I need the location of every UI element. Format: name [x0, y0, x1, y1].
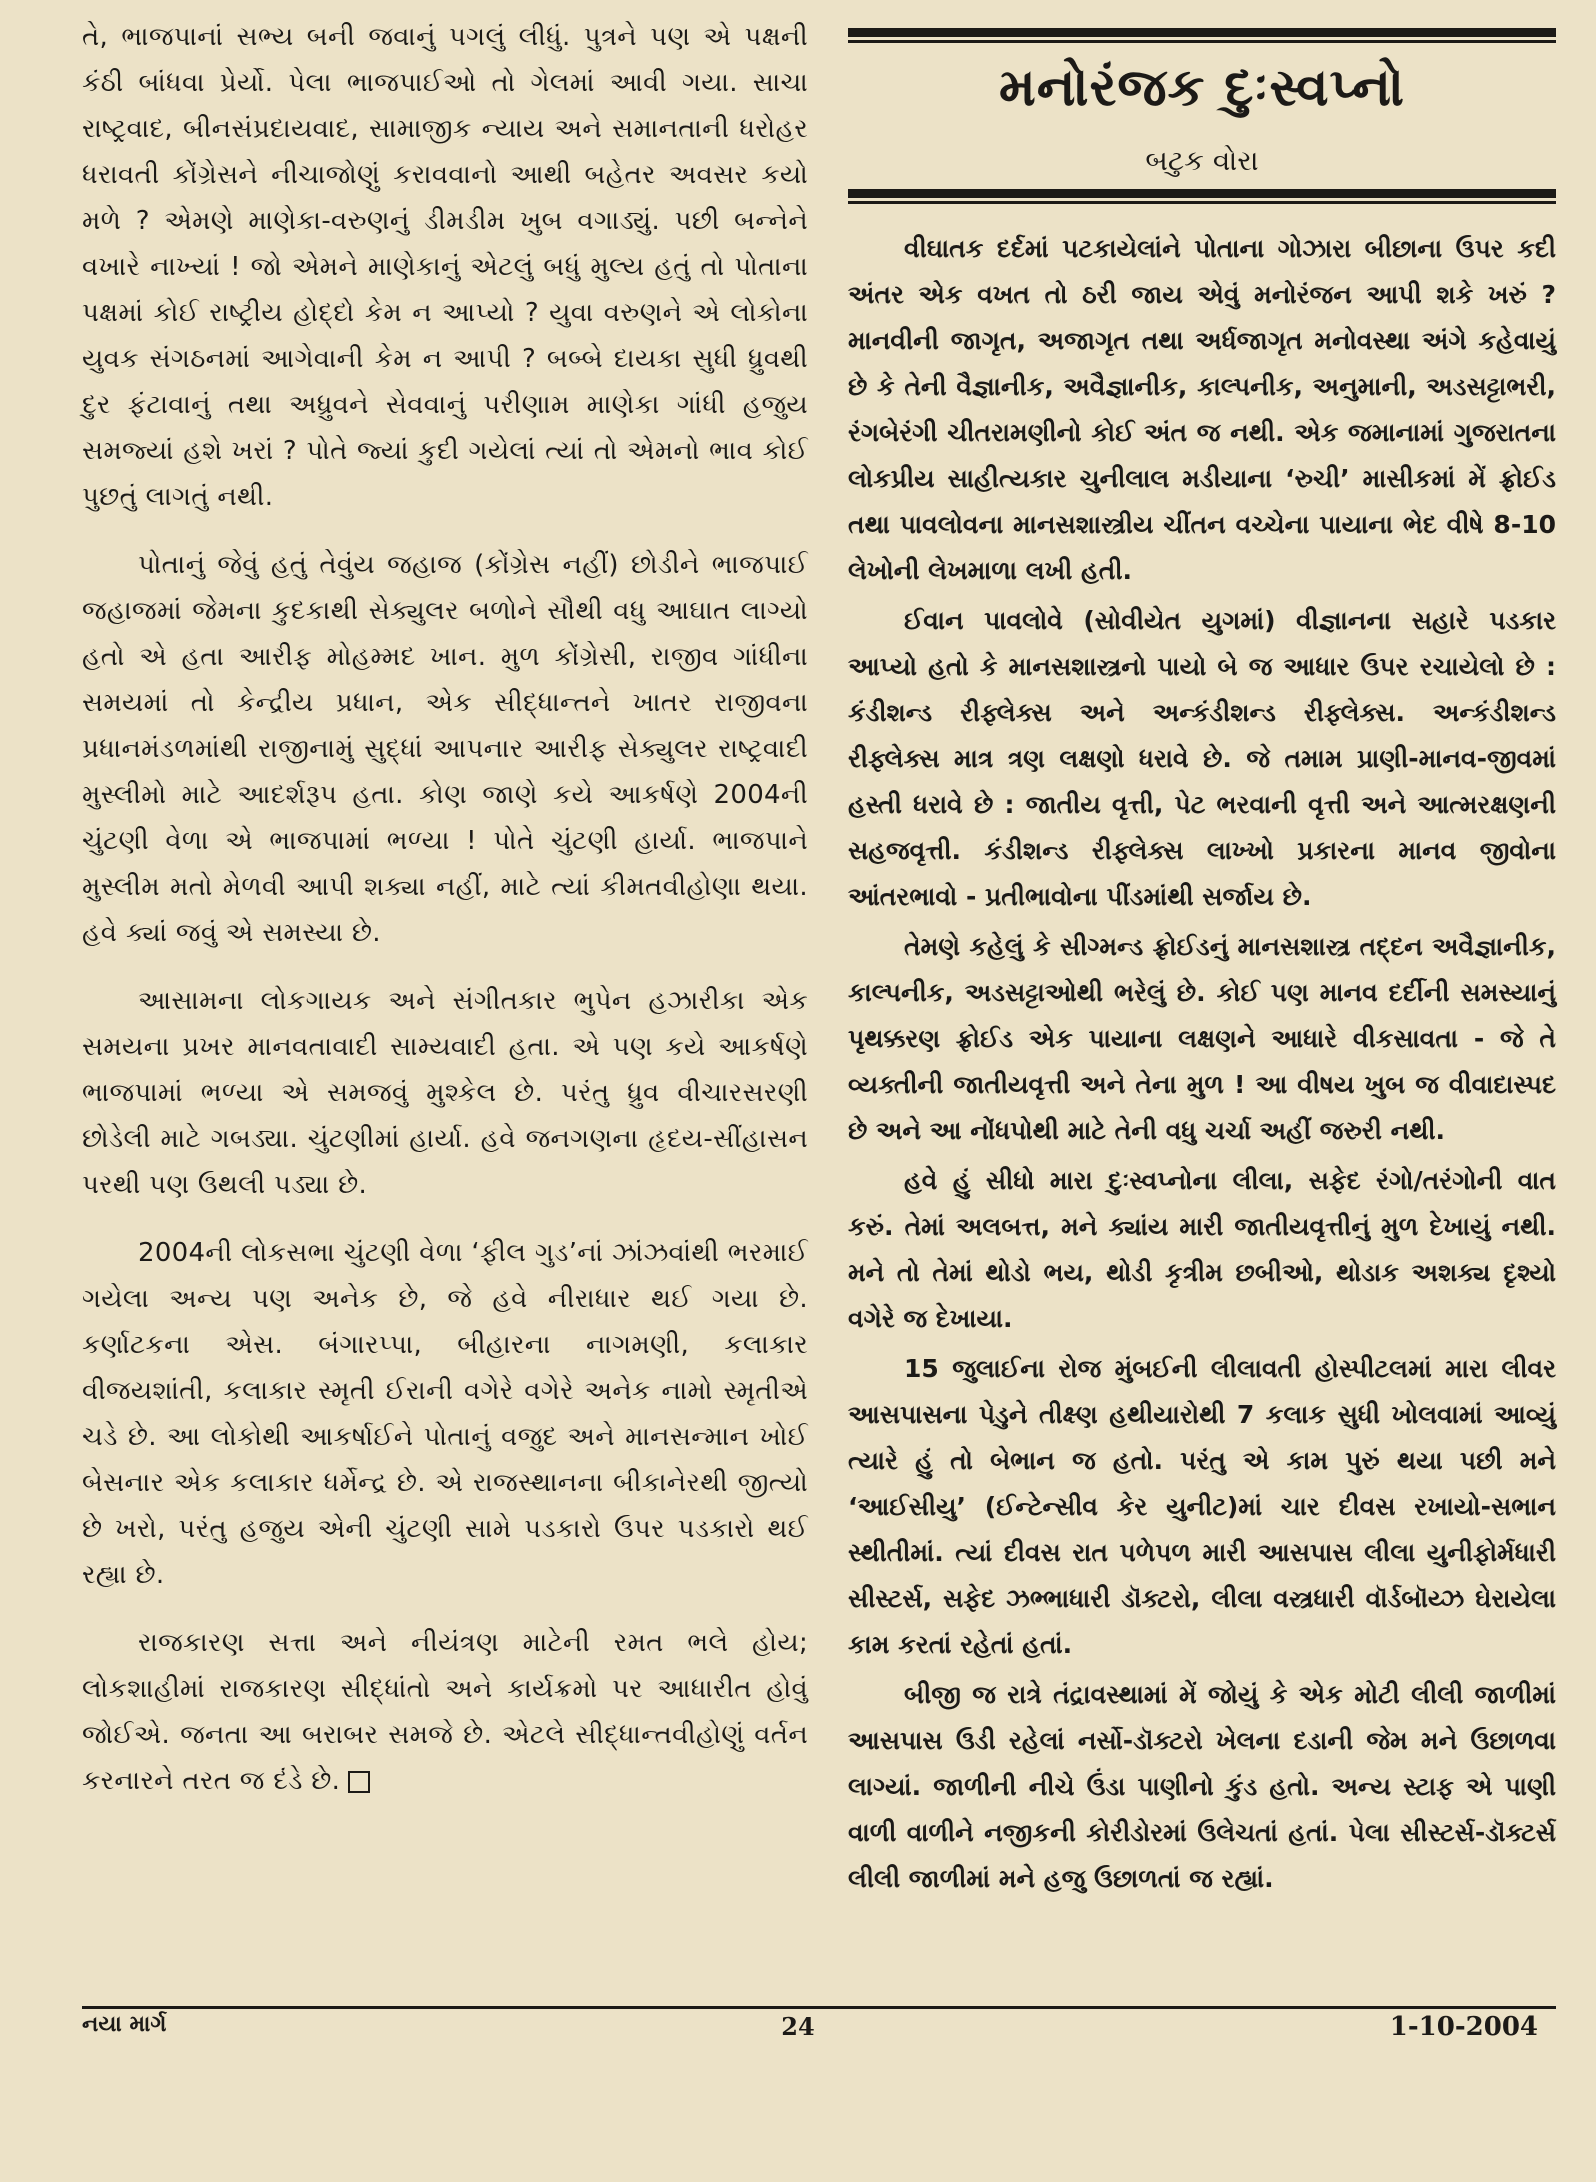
header-rule-bottom-thin [848, 201, 1556, 204]
left-paragraph-5 [82, 1620, 808, 1804]
page-number: 24 [781, 2012, 815, 2041]
publication-name: નયા માર્ગ [82, 2012, 167, 2037]
end-mark-icon [348, 1771, 370, 1793]
right-paragraph-4: હવે હું સીધો મારા દુઃસ્વપ્નોના લીલા, સફેદ રંગો/તરંગોની વાત કરું. તેમાં અલબત્ત, મને ક્યાંય મારી જાતીયવૃત્તીનું મુળ દેખાયું નથી. મને તો તેમાં થોડો ભય, થોડી કૃત્રીમ છબીઓ, થોડાક અશક્ય દૃશ્યો વગેરે જ દેખાયા. [848, 1166, 1556, 1333]
right-paragraph-2: ઈવાન પાવલોવે (સોવીયેત યુગમાં) વીજ્ઞાનના સહારે પડકાર આપ્યો હતો કે માનસશાસ્ત્રનો પાયો બે જ આધાર ઉપર રચાયેલો છે : કંડીશન્ડ રીફ્લેક્સ અને અન્કંડીશન્ડ રીફ્લેક્સ. અન્કંડીશન્ડ રીફ્લેક્સ માત્ર ત્રણ લક્ષણો ધરાવે છે. જે તમામ પ્રાણી-માનવ-જીવમાં હસ્તી ધરાવે છે : જાતીય વૃત્તી, પેટ ભરવાની વૃત્તી અને આત્મરક્ષણની સહજવૃત્તી. કંડીશન્ડ રીફ્લેક્સ લાખ્ખો પ્રકારના માનવ જીવોના આંતરભાવો - પ્રતીભાવોના પીંડમાંથી સર્જાય છે. [848, 606, 1556, 911]
right-paragraph-1: વીઘાતક દર્દમાં પટકાયેલાંને પોતાના ગોઝારા બીછાના ઉપર કદી અંતર એક વખત તો ઠરી જાય એવું મનોરંજન આપી શકે ખરું ? માનવીની જાગૃત, અજાગૃત તથા અર્ધજાગૃત મનોવસ્થા અંગે કહેવાયું છે કે તેની વૈજ્ઞાનીક, અવૈજ્ઞાનીક, કાલ્પનીક, અનુમાની, અડસટ્ટાભરી, રંગબેરંગી ચીતરામણીનો કોઈ અંત જ નથી. એક જમાનામાં ગુજરાતના લોકપ્રીય સાહીત્યકાર ચુનીલાલ મડીયાના ‘રુચી’ માસીકમાં મેં ફ્રોઈડ તથા પાવલોવના માનસશાસ્ત્રીય ચીંતન વચ્ચેના પાયાના ભેદ વીષે 8-10 લેખોની લેખમાળા લખી હતી. [848, 234, 1556, 585]
footer-rule [82, 2006, 1556, 2009]
article-author: બટુક વોરા [1145, 144, 1259, 177]
right-column [848, 14, 1556, 1906]
article-header [848, 28, 1556, 204]
right-paragraph-3: તેમણે કહેલું કે સીગ્મન્ડ ફ્રોઈડનું માનસશાસ્ત્ર તદ્દન અવૈજ્ઞાનીક, કાલ્પનીક, અડસટ્ટાઓથી ભરેલું છે. કોઈ પણ માનવ દર્દીની સમસ્યાનું પૃથક્કરણ ફ્રોઈડ એક પાયાના લક્ષણને આધારે વીકસાવતા - જે તે વ્યક્તીની જાતીયવૃત્તી અને તેના મુળ ! આ વીષય ખુબ જ વીવાદાસ્પદ છે અને આ નોંધપોથી માટે તેની વધુ ચર્ચા અહીં જરુરી નથી. [848, 932, 1556, 1145]
header-rule-top [848, 28, 1556, 37]
article-title: મનોરંજક દુઃસ્વપ્નો [999, 57, 1405, 118]
header-rule-bottom [848, 189, 1556, 198]
issue-date: 1-10-2004 [1389, 2012, 1538, 2042]
left-paragraph-2: પોતાનું જેવું હતું તેવુંય જહાજ (કોંગ્રેસ નહીં) છોડીને ભાજપાઈ જહાજમાં જેમના કુદકાથી સેક્યુલર બળોને સૌથી વધુ આઘાત લાગ્યો હતો એ હતા આરીફ મોહમ્મદ ખાન. મુળ કોંગ્રેસી, રાજીવ ગાંધીના સમયમાં તો કેન્દ્રીય પ્રધાન, એક સીદ્ધાન્તને ખાતર રાજીવના પ્રધાનમંડળમાંથી રાજીનામું સુદ્ધાં આપનાર આરીફ સેક્યુલર રાષ્ટ્રવાદી મુસ્લીમો માટે આદર્શરૂપ હતા. કોણ જાણે કયે આકર્ષણે 2004ની ચુંટણી વેળા એ ભાજપામાં ભળ્યા ! પોતે ચુંટણી હાર્યા. ભાજપાને મુસ્લીમ મતો મેળવી આપી શક્યા નહીં, માટે ત્યાં કીમતવીહોણા થયા. હવે ક્યાં જવું એ સમસ્યા છે. [82, 550, 808, 948]
right-paragraph-5: 15 જુલાઈના રોજ મુંબઈની લીલાવતી હોસ્પીટલમાં મારા લીવર આસપાસના પેડુને તીક્ષ્ણ હથીયારોથી 7 કલાક સુધી ખોલવામાં આવ્યું ત્યારે હું તો બેભાન જ હતો. પરંતુ એ કામ પુરું થયા પછી મને ‘આઈસીયુ’ (ઈન્ટેન્સીવ કેર યુનીટ)માં ચાર દીવસ રખાયો-સભાન સ્થીતીમાં. ત્યાં દીવસ રાત પળેપળ મારી આસપાસ લીલા યુનીફોર્મધારી સીસ્ટર્સ, સફેદ ઝભ્ભાધારી ડૉક્ટરો, લીલા વસ્ત્રધારી વૉર્ડબૉય્ઝ ઘેરાયેલા કામ કરતાં રહેતાં હતાં. [848, 1354, 1556, 1659]
left-column [82, 14, 808, 1826]
right-paragraph-6: બીજી જ રાત્રે તંદ્રાવસ્થામાં મેં જોયું કે એક મોટી લીલી જાળીમાં આસપાસ ઉડી રહેલાં નર્સો-ડૉક્ટરો ખેલના દડાની જેમ મને ઉછાળવા લાગ્યાં. જાળીની નીચે ઉંડા પાણીનો કુંડ હતો. અન્ય સ્ટાફ એ પાણી વાળી વાળીને નજીકની કોરીડોરમાં ઉલેચતાં હતાં. પેલા સીસ્ટર્સ-ડૉક્ટર્સ લીલી જાળીમાં મને હજુ ઉછાળતાં જ રહ્યાં. [848, 1680, 1556, 1893]
left-paragraph-4: 2004ની લોકસભા ચુંટણી વેળા ‘ફીલ ગુડ’નાં ઝાંઝવાંથી ભરમાઈ ગયેલા અન્ય પણ અનેક છે, જે હવે નીરાધાર થઈ ગયા છે. કર્ણાટકના એસ. બંગારપ્પા, બીહારના નાગમણી, કલાકાર વીજયશાંતી, કલાકાર સ્મૃતી ઈરાની વગેરે વગેરે અનેક નામો સ્મૃતીએ ચડે છે. આ લોકોથી આકર્ષાઈને પોતાનું વજુદ અને માનસન્માન ખોઈ બેસનાર એક કલાકાર ધર્મેન્દ્ર છે. એ રાજસ્થાનના બીકાનેરથી જીત્યો છે ખરો, પરંતુ હજુય એની ચુંટણી સામે પડકારો ઉપર પડકારો થઈ રહ્યા છે. [82, 1238, 808, 1590]
left-paragraph-3: આસામના લોકગાયક અને સંગીતકાર ભુપેન હઝારીકા એક સમયના પ્રખર માનવતાવાદી સામ્યવાદી હતા. એ પણ કયે આકર્ષણે ભાજપામાં ભળ્યા એ સમજવું મુશ્કેલ છે. પરંતુ ધ્રુવ વીચારસરણી છોડેલી માટે ગબડ્યા. ચુંટણીમાં હાર્યા. હવે જનગણના હૃદય-સીંહાસન પરથી પણ ઉથલી પડ્યા છે. [82, 986, 808, 1200]
left-paragraph-1: તે, ભાજપાનાં સભ્ય બની જવાનું પગલું લીધું. પુત્રને પણ એ પક્ષની કંઠી બાંધવા પ્રેર્યો. પેલા ભાજપાઈઓ તો ગેલમાં આવી ગયા. સાચા રાષ્ટ્રવાદ, બીનસંપ્રદાયવાદ, સામાજીક ન્યાય અને સમાનતાની ધરોહર ધરાવતી કોંગ્રેસને નીચાજોણું કરાવવાનો આથી બહેતર અવસર કયો મળે ? એમણે માણેકા-વરુણનું ડીમડીમ ખુબ વગાડ્યું. પછી બન્નેને વખારે નાખ્યાં ! જો એમને માણેકાનું એટલું બધું મુલ્ય હતું તો પોતાના પક્ષમાં કોઈ રાષ્ટ્રીય હોદ્દો કેમ ન આપ્યો ? યુવા વરુણને એ લોકોના યુવક સંગઠનમાં આગેવાની કેમ ન આપી ? બબ્બે દાયકા સુધી ધ્રુવથી દુર ફંટાવાનું તથા અધ્રુવને સેવવાનું પરીણામ માણેકા ગાંધી હજુય સમજ્યાં હશે ખરાં ? પોતે જ્યાં કુદી ગયેલાં ત્યાં તો એમનો ભાવ કોઈ પુછતું લાગતું નથી. [82, 22, 808, 512]
left-paragraph-5-text: રાજકારણ સત્તા અને નીયંત્રણ માટેની રમત ભલે હોય; લોકશાહીમાં રાજકારણ સીદ્ધાંતો અને કાર્યક્રમો પર આધારીત હોવું જોઈએ. જનતા આ બરાબર સમજે છે. એટલે સીદ્ધાન્તવીહોણું વર્તન કરનારને તરત જ દંડે છે. [82, 1628, 808, 1796]
